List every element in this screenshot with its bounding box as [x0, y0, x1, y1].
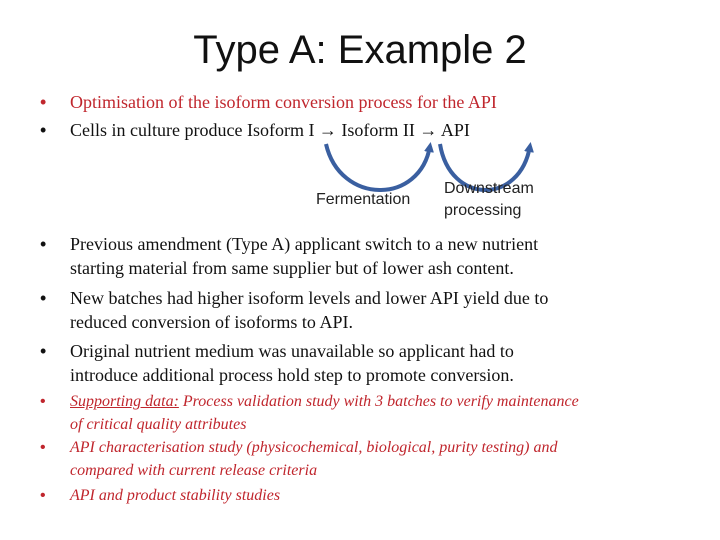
supporting-data-label: Supporting data: — [70, 393, 179, 410]
bullet-line: of critical quality attributes — [70, 416, 247, 433]
bullet-line: API characterisation study (physicochemical, biological, purity testing) and — [70, 439, 558, 456]
fermentation-arrow — [326, 144, 430, 190]
bullet-line: compared with current release criteria — [70, 462, 318, 479]
bullet-previous-amendment — [40, 232, 690, 280]
bullet-marker: • — [40, 288, 47, 308]
bullet-line: API and product stability studies — [70, 487, 281, 504]
bullet-marker: • — [40, 341, 47, 361]
bullet-api-characterisation — [40, 436, 690, 482]
bullet-supporting-data — [40, 390, 690, 436]
bullet-marker: • — [40, 92, 47, 112]
bullet-line: Original nutrient medium was unavailable so applicant had to — [70, 341, 514, 361]
bullet-marker: • — [40, 487, 46, 504]
fermentation-label: Fermentation — [316, 191, 411, 208]
bullet-line: reduced conversion of isoforms to API. — [70, 312, 353, 332]
bullet-stability-studies — [40, 484, 690, 507]
bullet-text: Optimisation of the isoform conversion process for the API — [70, 92, 497, 112]
bullet-text: Cells in culture produce Isoform I → Isoform II → API — [70, 120, 470, 140]
bullet-line: Previous amendment (Type A) applicant switch to a new nutrient — [70, 234, 539, 254]
downstream-label-line2: processing — [444, 202, 522, 219]
bullet-new-batches — [40, 286, 690, 334]
bullet-marker: • — [40, 393, 46, 410]
bullet-marker: • — [40, 439, 46, 456]
bullet-marker: • — [40, 120, 47, 140]
bullet-line: New batches had higher isoform levels and lower API yield due to — [70, 288, 549, 308]
bullet-line: Process validation study with 3 batches to verify maintenance — [178, 393, 579, 410]
bullet-line: introduce additional process hold step to promote conversion. — [70, 365, 514, 385]
slide-title: Type A: Example 2 — [193, 28, 527, 72]
bullet-line: starting material from same supplier but of lower ash content. — [70, 258, 514, 278]
bullet-marker: • — [40, 234, 47, 254]
bullet-original-medium — [40, 339, 690, 387]
downstream-label-line1: Downstream — [444, 180, 534, 197]
